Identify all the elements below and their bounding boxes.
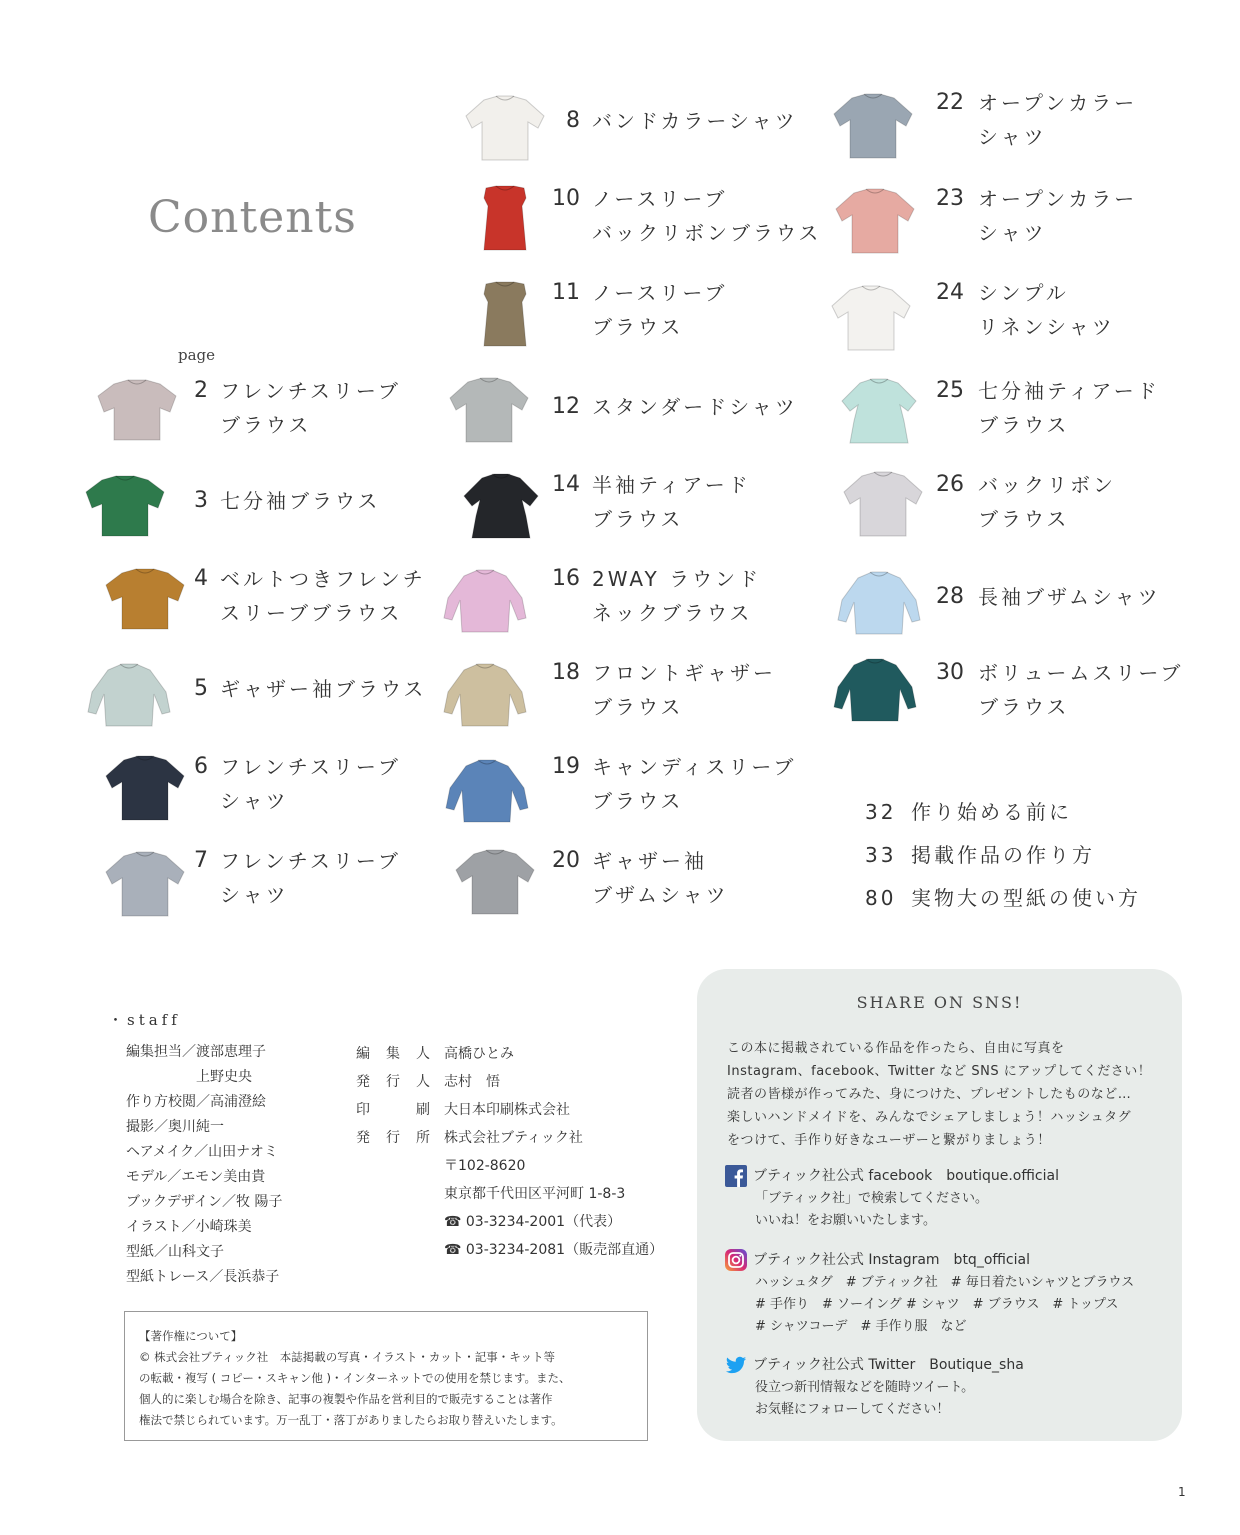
- toc-page-number: 6: [194, 754, 208, 779]
- publisher-info: [356, 1040, 663, 1264]
- staff-member: モデル／エモン美由貴: [126, 1169, 266, 1185]
- staff-member: 撮影／奥川純一: [126, 1119, 224, 1135]
- toc-label: フレンチスリーブ シャツ: [220, 849, 401, 907]
- copyright-notice: [124, 1311, 648, 1441]
- garment-thumbnail: [442, 756, 532, 828]
- staff-list: [126, 1040, 283, 1290]
- publisher-row: 編 集 人 高橋ひとみ: [356, 1046, 514, 1062]
- toc-page-number: 10: [552, 186, 580, 211]
- sns-intro-line: 楽しいハンドメイドを、みんなでシェアしましょう！ハッシュタグ: [727, 1110, 1132, 1125]
- publisher-row: 発 行 所 株式会社ブティック社: [356, 1130, 583, 1146]
- misc-item[interactable]: 33 掲載作品の作り方: [865, 843, 1095, 867]
- sns-panel: [697, 969, 1182, 1441]
- sns-intro-line: 読者の皆様が作ってみた、身につけた、プレゼントしたものなど…: [727, 1087, 1132, 1102]
- garment-thumbnail: [84, 660, 174, 732]
- toc-page-number: 18: [552, 660, 580, 685]
- copyright-line: 個人的に楽しむ場合を除き、記事の複製や作品を営利目的で販売することは著作: [139, 1392, 553, 1406]
- staff-member: 上野史央: [126, 1069, 252, 1085]
- copyright-heading: 【著作権について】: [139, 1329, 243, 1343]
- publisher-row: 〒102-8620: [444, 1158, 526, 1174]
- toc-page-number: 30: [936, 660, 964, 685]
- staff-member: 編集担当／渡部恵理子: [126, 1044, 266, 1060]
- misc-item[interactable]: 80 実物大の型紙の使い方: [865, 886, 1141, 910]
- garment-thumbnail: [456, 470, 546, 542]
- garment-thumbnail: [834, 568, 924, 640]
- page-number: 1: [1178, 1485, 1186, 1499]
- sns-title: SHARE ON SNS!: [856, 993, 1023, 1012]
- toc-page-number: 24: [936, 280, 964, 305]
- staff-member: 作り方校閲／高浦澄絵: [126, 1094, 266, 1110]
- garment-thumbnail: [826, 282, 916, 354]
- staff-member: ヘアメイク／山田ナオミ: [126, 1144, 278, 1160]
- staff-member: 型紙トレース／長浜恭子: [126, 1269, 280, 1285]
- copyright-line: © 株式会社ブティック社 本誌掲載の写真・イラスト・カット・記事・キット等: [139, 1350, 556, 1364]
- toc-label: スタンダードシャツ: [592, 395, 798, 419]
- toc-label: 七分袖ブラウス: [220, 489, 381, 513]
- garment-thumbnail: [440, 566, 530, 638]
- publisher-row: 印 刷 大日本印刷株式会社: [356, 1102, 570, 1118]
- instagram-icon: [725, 1249, 747, 1271]
- staff-member: ブックデザイン／牧 陽子: [126, 1194, 283, 1210]
- toc-label: ノースリーブ ブラウス: [592, 281, 728, 339]
- contents-title: Contents: [148, 192, 357, 243]
- toc-label: 長袖ブザムシャツ: [978, 585, 1161, 609]
- toc-label: バンドカラーシャツ: [592, 109, 798, 133]
- toc-label: ギャザー袖ブラウス: [220, 677, 427, 701]
- toc-label: 七分袖ティアード ブラウス: [978, 379, 1160, 437]
- facebook-block[interactable]: ブティック社公式 facebook boutique.official 「ブティック社」で検索してください。 いいね！をお願いいたします。: [725, 1165, 1059, 1232]
- garment-thumbnail: [828, 90, 918, 162]
- facebook-icon: [725, 1165, 747, 1187]
- publisher-row: 発 行 人 志村 悟: [356, 1074, 500, 1090]
- toc-page-number: 14: [552, 472, 580, 497]
- toc-label: ボリュームスリーブ ブラウス: [978, 661, 1184, 719]
- publisher-row: ☎ 03-3234-2001（代表）: [444, 1214, 622, 1230]
- toc-label: ギャザー袖 ブザムシャツ: [592, 849, 729, 907]
- toc-page-number: 4: [194, 566, 208, 591]
- toc-page-number: 22: [936, 90, 964, 115]
- toc-label: ノースリーブ バックリボンブラウス: [592, 187, 822, 245]
- toc-page-number: 7: [194, 848, 208, 873]
- toc-page-number: 11: [552, 280, 580, 305]
- sns-intro-line: をつけて、手作り好きなユーザーと繋がりましょう！: [727, 1133, 1051, 1148]
- instagram-block[interactable]: ブティック社公式 Instagram btq_official ハッシュタグ # ブティック社 # 毎日着たいシャツとブラウス # 手作り # ソーイング # シャツ # ブラウス # トップス # シャツコーデ # 手作り服 など: [725, 1249, 1134, 1338]
- garment-thumbnail: [80, 472, 170, 544]
- toc-page-number: 5: [194, 676, 208, 701]
- publisher-row: ☎ 03-3234-2081（販売部直通）: [444, 1242, 664, 1258]
- page-label: page: [178, 346, 216, 364]
- toc-page-number: 16: [552, 566, 580, 591]
- toc-label: キャンディスリーブ ブラウス: [592, 755, 797, 813]
- garment-thumbnail: [450, 846, 540, 918]
- toc-page-number: 12: [552, 394, 580, 419]
- publisher-row: 東京都千代田区平河町 1-8-3: [444, 1186, 626, 1202]
- garment-thumbnail: [838, 468, 928, 540]
- toc-page-number: 26: [936, 472, 964, 497]
- toc-label: バックリボン ブラウス: [978, 473, 1116, 531]
- toc-page-number: 28: [936, 584, 964, 609]
- toc-label: ベルトつきフレンチ スリーブブラウス: [220, 567, 426, 625]
- toc-page-number: 25: [936, 378, 964, 403]
- misc-item[interactable]: 32 作り始める前に: [865, 800, 1072, 824]
- garment-thumbnail: [444, 374, 534, 446]
- garment-thumbnail: [440, 660, 530, 732]
- garment-thumbnail: [834, 375, 924, 447]
- twitter-icon: [725, 1354, 747, 1376]
- staff-heading: ・staff: [108, 1011, 181, 1029]
- toc-page-number: 20: [552, 848, 580, 873]
- copyright-line: 権法で禁じられています。万一乱丁・落丁がありましたらお取り替えいたします。: [139, 1413, 563, 1427]
- toc-label: 半袖ティアード ブラウス: [592, 473, 751, 531]
- toc-page-number: 19: [552, 754, 580, 779]
- toc-label: フロントギャザー ブラウス: [592, 661, 776, 719]
- toc-label: オープンカラー シャツ: [978, 91, 1138, 149]
- sns-intro-line: この本に掲載されている作品を作ったら、自由に写真を: [727, 1041, 1065, 1056]
- staff-member: イラスト／小崎珠美: [126, 1219, 252, 1235]
- toc-page-number: 3: [194, 488, 208, 513]
- toc-label: シンプル リネンシャツ: [978, 281, 1115, 339]
- toc-page-number: 23: [936, 186, 964, 211]
- toc-page-number: 8: [566, 108, 580, 133]
- garment-thumbnail: [830, 185, 920, 257]
- staff-member: 型紙／山科文子: [126, 1244, 224, 1260]
- twitter-block[interactable]: ブティック社公式 Twitter Boutique_sha 役立つ新刊情報などを随時ツイート。 お気軽にフォローしてください！: [725, 1354, 1024, 1421]
- toc-label: フレンチスリーブ シャツ: [220, 755, 401, 813]
- sns-intro: [727, 1037, 1167, 1152]
- sns-intro-line: Instagram、facebook、Twitter など SNS にアップしてください！: [727, 1064, 1152, 1079]
- toc-label: 2WAY ラウンド ネックブラウス: [592, 567, 762, 625]
- toc-label: オープンカラー シャツ: [978, 187, 1138, 245]
- toc-label: フレンチスリーブ ブラウス: [220, 379, 401, 437]
- copyright-line: の転載・複写 ( コピー・スキャン他 )・インターネットでの使用を禁じます。また、: [139, 1371, 571, 1385]
- garment-thumbnail: [830, 655, 920, 727]
- toc-page-number: 2: [194, 378, 208, 403]
